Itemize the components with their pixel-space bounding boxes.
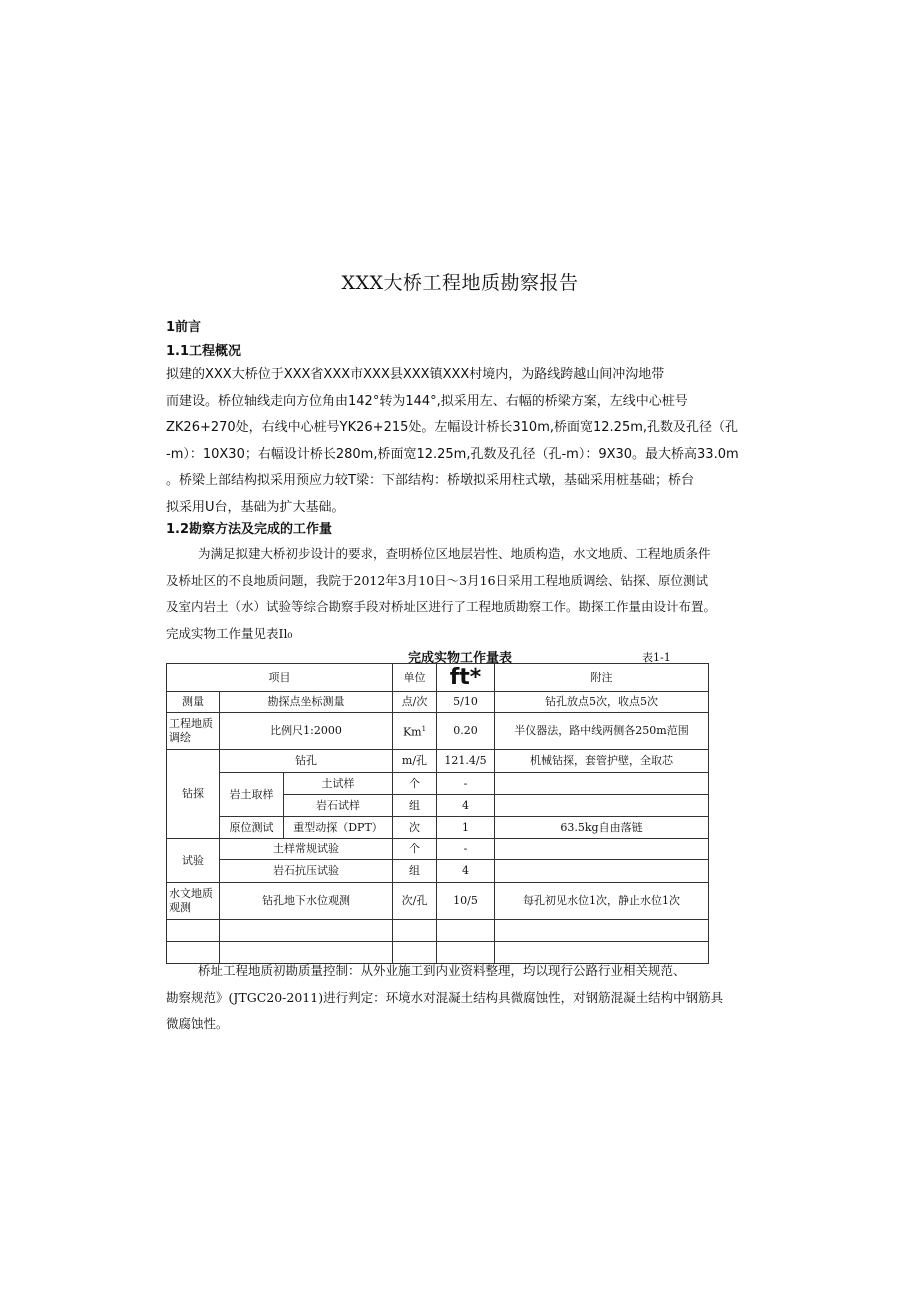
text-line: 及桥址区的不良地质问题，我院于2012年3月10日～3月16日采用工程地质调绘、钻探、原位测试 — [166, 572, 709, 588]
table-row — [167, 750, 709, 773]
row-quantity: 1 — [437, 817, 495, 839]
row-quantity: 4 — [437, 795, 495, 817]
row-unit: 组 — [393, 860, 437, 883]
row-unit: 次/孔 — [393, 883, 437, 920]
workload-table — [166, 663, 709, 964]
table-header-row — [167, 664, 709, 692]
table-number: 表1-1 — [642, 651, 671, 664]
table-row-empty — [167, 920, 709, 942]
table-row — [167, 773, 709, 795]
row-unit: 次 — [393, 817, 437, 839]
row-unit — [393, 713, 437, 750]
row-note — [495, 839, 709, 860]
row-item: 钻孔地下水位观测 — [220, 883, 393, 920]
row-item: 岩石抗压试验 — [220, 860, 393, 883]
row-quantity: 5/10 — [437, 692, 495, 713]
row-note — [495, 773, 709, 795]
section-heading-preface: 1前言 — [166, 320, 202, 335]
text-line: 勘察规范》(JTGC20-2011)进行判定：环境水对混凝土结构具微腐蚀性，对钢筋混凝土结构中钢筋具 — [166, 989, 724, 1005]
row-item: 勘探点坐标测量 — [220, 692, 393, 713]
text-line: 微腐蚀性。 — [166, 1016, 229, 1031]
header-note: 附注 — [495, 664, 709, 692]
row-category: 工程地质调绘 — [167, 713, 220, 750]
text-line: 拟采用U台，基础为扩大基础。 — [166, 499, 345, 515]
text-line: -m）：10X30；右幅设计桥长280m,桥面宽12.25m,孔数及孔径（孔-m）：9X30。最大桥高33.0m — [166, 446, 739, 462]
unit-text: Km — [402, 725, 422, 739]
row-quantity: 121.4/5 — [437, 750, 495, 773]
paragraph-overview — [166, 362, 739, 521]
row-quantity: - — [437, 839, 495, 860]
row-unit: 个 — [393, 773, 437, 795]
table-row — [167, 839, 709, 860]
row-category: 试验 — [167, 839, 220, 883]
header-unit: 单位 — [393, 664, 437, 692]
row-quantity: 0.20 — [437, 713, 495, 750]
table-row — [167, 883, 709, 920]
row-category: 钻探 — [167, 750, 220, 839]
row-category: 测量 — [167, 692, 220, 713]
row-item: 比例尺1:2000 — [220, 713, 393, 750]
text-line: 完成实物工作量见表Il₀ — [166, 625, 293, 641]
text-line: 为满足拟建大桥初步设计的要求，查明桥位区地层岩性、地质构造，水文地质、工程地质条件 — [198, 546, 711, 561]
table-caption: 完成实物工作量表 — [407, 651, 512, 666]
unit-superscript: 1 — [421, 725, 427, 734]
row-item: 岩石试样 — [284, 795, 393, 817]
row-unit: m/孔 — [393, 750, 437, 773]
header-quantity: ft* — [437, 664, 495, 692]
row-item: 重型动探（DPT） — [284, 817, 393, 839]
text-line: ZK26+270处，右线中心桩号YK26+215处。左幅设计桥长310m,桥面宽12.25m,孔数及孔径（孔 — [166, 420, 739, 435]
row-item: 土试样 — [284, 773, 393, 795]
row-item: 钻孔 — [220, 750, 393, 773]
row-note: 钻孔放点5次，收点5次 — [495, 692, 709, 713]
text-line: 桥址工程地质初勘质量控制：从外业施工到内业资料整理，均以现行公路行业相关规范、 — [198, 963, 686, 978]
table-row — [167, 817, 709, 839]
paragraph-methods — [166, 541, 718, 647]
table-row — [167, 692, 709, 713]
table-row — [167, 713, 709, 750]
row-quantity: 10/5 — [437, 883, 495, 920]
row-unit: 个 — [393, 839, 437, 860]
row-note: 63.5kg自由落链 — [495, 817, 709, 839]
section-heading-methods: 1.2勘察方法及完成的工作量 — [166, 522, 333, 537]
text-line: 拟建的XXX大桥位于XXX省XXX市XXX县XXX镇XXX村境内，为路线跨越山间冲沟地带 — [166, 367, 665, 382]
row-note — [495, 860, 709, 883]
row-subcategory: 原位测试 — [220, 817, 284, 839]
text-line: 而建设。桥位轴线走向方位角由142°转为144°,拟采用左、右幅的桥梁方案，左线中心桩号 — [166, 393, 688, 409]
text-line: 。桥梁上部结构拟采用预应力较T梁：下部结构：桥墩拟采用柱式墩，基础采用桩基础；桥台 — [166, 473, 694, 488]
paragraph-quality-control — [166, 958, 724, 1038]
row-unit: 组 — [393, 795, 437, 817]
row-unit: 点/次 — [393, 692, 437, 713]
row-item: 土样常规试验 — [220, 839, 393, 860]
table-row — [167, 860, 709, 883]
report-title: XXX大桥工程地质勘察报告 — [341, 272, 579, 294]
row-category: 水文地质观测 — [167, 883, 220, 920]
row-quantity: 4 — [437, 860, 495, 883]
row-subcategory: 岩土取样 — [220, 773, 284, 817]
row-quantity: - — [437, 773, 495, 795]
header-item: 项目 — [167, 664, 393, 692]
row-note: 半仪器法，路中线两侧各250m范围 — [495, 713, 709, 750]
row-note — [495, 795, 709, 817]
section-heading-overview: 1.1工程概况 — [166, 344, 242, 359]
text-line: 及室内岩土（水）试验等综合勘察手段对桥址区进行了工程地质勘察工作。勘探工作量由设计布置。 — [166, 599, 717, 614]
row-note: 每孔初见水位1次，静止水位1次 — [495, 883, 709, 920]
row-note: 机械钻探，套管护壁，全取芯 — [495, 750, 709, 773]
